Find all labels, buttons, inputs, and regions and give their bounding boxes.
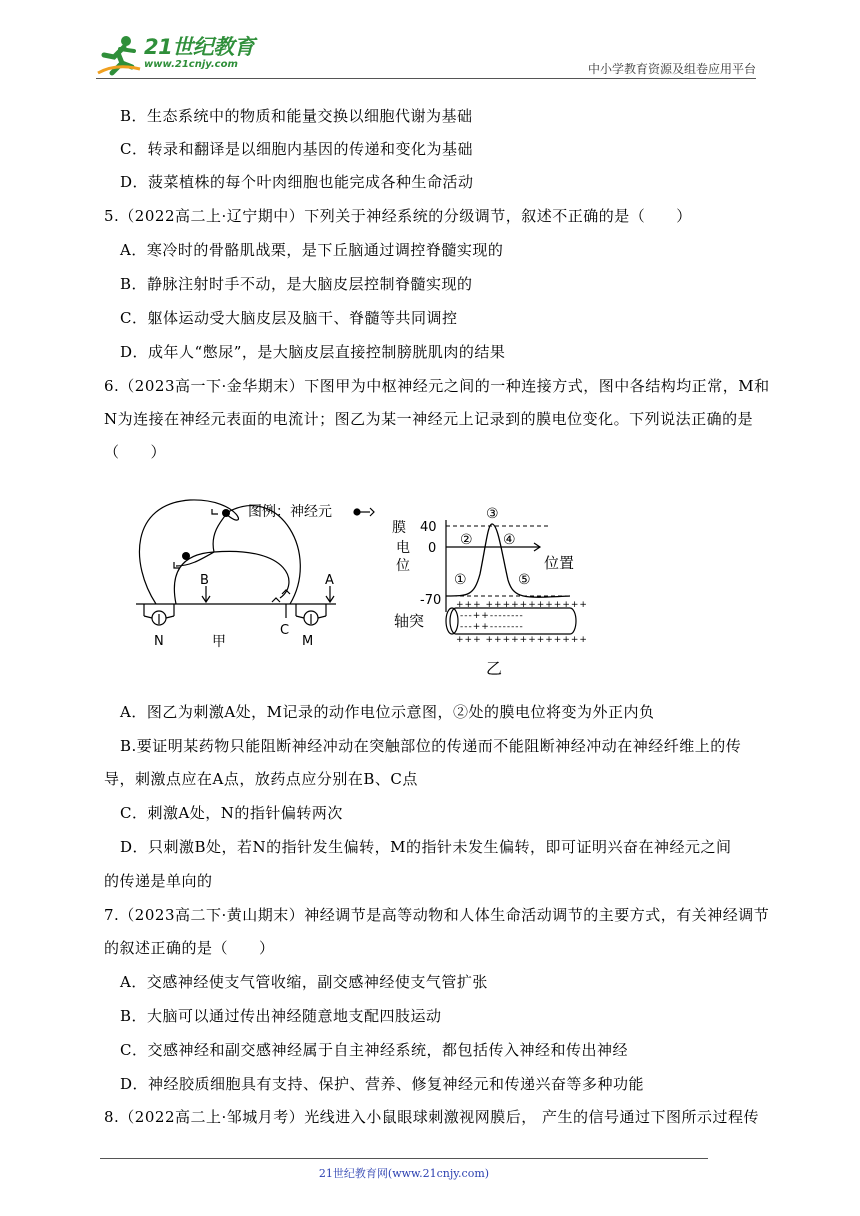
label-m: M bbox=[302, 634, 314, 649]
neuron-body-2 bbox=[182, 552, 190, 560]
charge-bottom: +++ ++++++++++++ bbox=[456, 635, 588, 645]
label-jia: 甲 bbox=[212, 634, 226, 650]
q6-stem-line-3: （ ） bbox=[104, 443, 167, 461]
page-header bbox=[0, 0, 860, 80]
marker-3: ③ bbox=[486, 506, 499, 522]
marker-1: ① bbox=[454, 572, 467, 588]
marker-5: ⑤ bbox=[518, 572, 531, 588]
diagram-yi bbox=[392, 506, 588, 678]
x-label: 位置 bbox=[544, 554, 575, 572]
axis-label-wei: 位 bbox=[396, 558, 410, 574]
legend-neuron-icon bbox=[354, 508, 374, 516]
q6-stem-line-1: 6.（2023高一下·金华期末）下图甲为中枢神经元之间的一种连接方式，图中各结构均正常，M和 bbox=[104, 377, 770, 395]
axon-label: 轴突 bbox=[394, 612, 425, 630]
axis-label-dian: 电 bbox=[396, 540, 410, 556]
q7-option-d: D．神经胶质细胞具有支持、保护、营养、修复神经元和传递兴奋等多种功能 bbox=[120, 1075, 645, 1093]
q4-option-b: B．生态系统中的物质和能量交换以细胞代谢为基础 bbox=[120, 107, 473, 125]
q6-option-b-line-2: 导，刺激点应在A点，放药点应分别在B、C点 bbox=[104, 770, 418, 788]
tick-minus-70: -70 bbox=[420, 593, 442, 608]
neuron-body-1 bbox=[222, 509, 230, 517]
footer-text: 21世纪教育网(www.21cnjy.com) bbox=[318, 1167, 490, 1180]
q5-option-c: C．躯体运动受大脑皮层及脑干、脊髓等共同调控 bbox=[120, 309, 458, 327]
q7-option-b: B．大脑可以通过传出神经随意地支配四肢运动 bbox=[120, 1007, 442, 1025]
footer-divider bbox=[100, 1158, 708, 1159]
logo-text: 21世纪教育 bbox=[144, 35, 255, 59]
platform-name: 中小学教育资源及组卷应用平台 bbox=[587, 62, 756, 76]
runner-logo-icon bbox=[96, 33, 144, 77]
q4-option-d: D．菠菜植株的每个叶肉细胞也能完成各种生命活动 bbox=[120, 173, 474, 191]
label-b: B bbox=[200, 573, 209, 588]
label-a: A bbox=[325, 573, 334, 588]
q6-option-a: A．图乙为刺激A处，M记录的动作电位示意图，②处的膜电位将变为外正内负 bbox=[120, 703, 655, 721]
q6-option-d-line-1: D．只刺激B处，若N的指针发生偏转，M的指针未发生偏转，即可证明兴奋在神经元之间 bbox=[120, 838, 732, 856]
charge-inner-bottom: ---++-------- bbox=[460, 622, 524, 632]
marker-4: ④ bbox=[503, 532, 516, 548]
logo bbox=[96, 33, 266, 77]
tick-40: 40 bbox=[420, 520, 437, 535]
q6-option-c: C．刺激A处，N的指针偏转两次 bbox=[120, 804, 343, 822]
q6-option-d-line-2: 的传递是单向的 bbox=[104, 872, 213, 890]
charge-inner-top: ---++-------- bbox=[460, 611, 524, 621]
q5-option-a: A．寒冷时的骨骼肌战栗，是下丘脑通过调控脊髓实现的 bbox=[120, 241, 504, 259]
q8-stem: 8.（2022高二上·邹城月考）光线进入小鼠眼球刺激视网膜后， 产生的信号通过下图所示过程传 bbox=[104, 1108, 760, 1126]
neuron-diagram bbox=[130, 494, 600, 686]
axis-label-mo: 膜 bbox=[392, 520, 406, 536]
tick-0: 0 bbox=[428, 541, 437, 556]
q5-option-d: D．成年人“憋尿”，是大脑皮层直接控制膀胱肌肉的结果 bbox=[120, 343, 506, 361]
q7-option-a: A．交感神经使支气管收缩，副交感神经使支气管扩张 bbox=[120, 973, 488, 991]
q4-option-c: C．转录和翻译是以细胞内基因的传递和变化为基础 bbox=[120, 140, 473, 158]
logo-url: www.21cnjy.com bbox=[144, 59, 238, 70]
charge-top: +++ ++++++++++++ bbox=[456, 600, 588, 610]
q7-option-c: C．交感神经和副交感神经属于自主神经系统，都包括传入神经和传出神经 bbox=[120, 1041, 628, 1059]
q6-figure bbox=[130, 494, 600, 686]
q5-stem: 5.（2022高二上·辽宁期中）下列关于神经系统的分级调节，叙述不正确的是（ ） bbox=[104, 207, 692, 225]
q7-stem-line-1: 7.（2023高二下·黄山期末）神经调节是高等动物和人体生命活动调节的主要方式，有关神经调节 bbox=[104, 906, 770, 924]
header-divider bbox=[96, 78, 756, 79]
label-yi: 乙 bbox=[486, 659, 503, 678]
q5-option-b: B．静脉注射时手不动，是大脑皮层控制脊髓实现的 bbox=[120, 275, 473, 293]
q6-stem-line-2: N为连接在神经元表面的电流计；图乙为某一神经元上记录到的膜电位变化。下列说法正确的是 bbox=[104, 410, 754, 428]
meter-n-icon bbox=[144, 604, 174, 625]
legend-text: 图例：神经元 bbox=[248, 504, 332, 520]
q7-stem-line-2: 的叙述正确的是（ ） bbox=[104, 939, 275, 957]
q6-option-b-line-1: B.要证明某药物只能阻断神经冲动在突触部位的传递而不能阻断神经冲动在神经纤维上的传 bbox=[120, 737, 742, 755]
marker-2: ② bbox=[460, 532, 473, 548]
label-n: N bbox=[154, 634, 164, 649]
meter-m-icon bbox=[296, 604, 326, 625]
label-c: C bbox=[280, 623, 290, 638]
